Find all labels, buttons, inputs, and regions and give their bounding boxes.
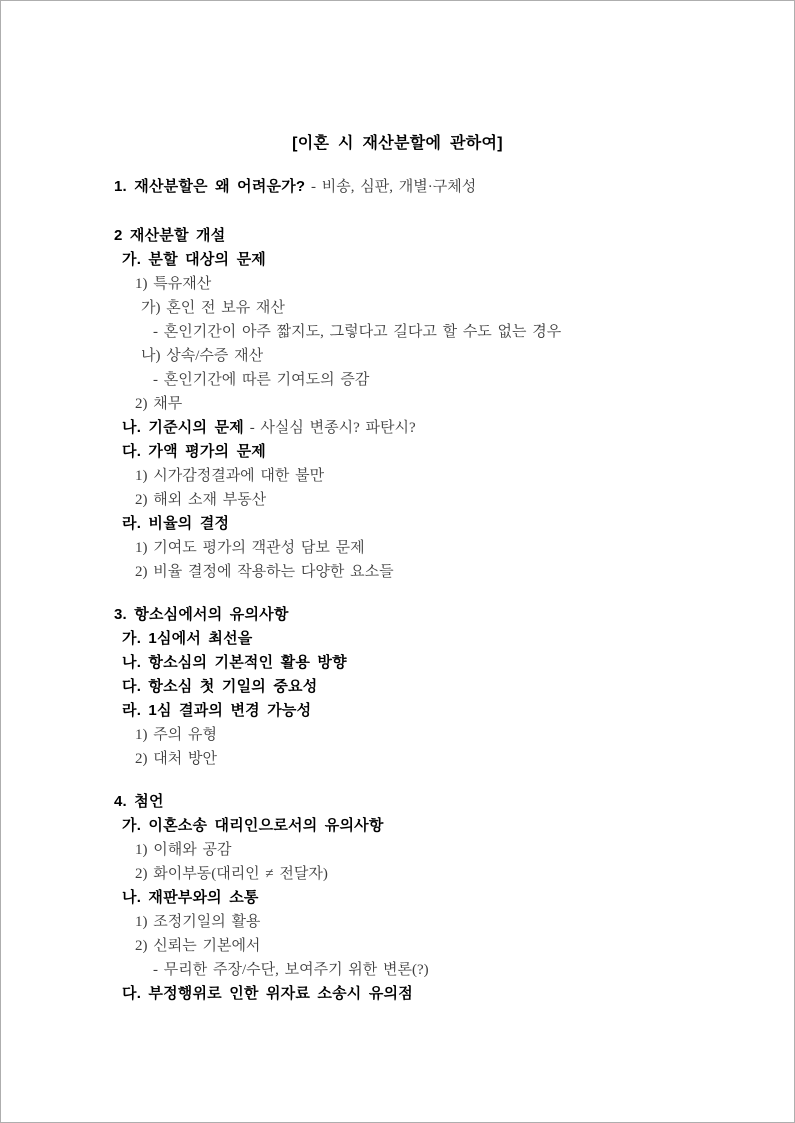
outline-item-text: 1) 기여도 평가의 객관성 담보 문제	[135, 540, 365, 556]
outline-heading-text: 나. 항소심의 기본적인 활용 방향	[122, 654, 347, 671]
outline-section	[1, 603, 794, 771]
outline-line	[1, 603, 794, 627]
outline-line	[1, 723, 794, 747]
outline-line	[1, 512, 794, 536]
outline-heading-text: 1. 재산분할은 왜 어려운가?	[114, 178, 306, 195]
outline-item-text: 2) 대처 방안	[135, 751, 217, 767]
outline-line	[1, 627, 794, 651]
outline-heading-text: 3. 항소심에서의 유의사항	[114, 606, 289, 623]
outline-item-text: 2) 비율 결정에 작용하는 다양한 요소들	[135, 564, 394, 580]
outline-line	[1, 488, 794, 512]
outline-item-text: 1) 시가감정결과에 대한 불만	[135, 468, 325, 484]
outline-line	[1, 464, 794, 488]
outline-heading-text: 다. 항소심 첫 기일의 중요성	[122, 678, 318, 695]
outline-item-text: 2) 해외 소재 부동산	[135, 492, 267, 508]
outline-item-text: 1) 주의 유형	[135, 727, 217, 743]
outline-heading-text: 가. 이혼소송 대리인으로서의 유의사항	[122, 817, 384, 834]
outline-line	[1, 272, 794, 296]
outline-line	[1, 862, 794, 886]
outline-item-text: 1) 이해와 공감	[135, 842, 232, 858]
outline-line	[1, 886, 794, 910]
outline-line	[1, 934, 794, 958]
outline-item-text: 2) 채무	[135, 396, 183, 412]
outline-line	[1, 747, 794, 771]
outline-line	[1, 982, 794, 1006]
outline-heading-text: 가. 분할 대상의 문제	[122, 251, 266, 268]
outline-item-text: 가) 혼인 전 보유 재산	[141, 300, 285, 316]
outline-item-suffix: - 사실심 변종시? 파탄시?	[243, 420, 416, 436]
outline-heading-text: 라. 비율의 결정	[122, 515, 230, 532]
outline-heading-text: 2 재산분할 개설	[114, 227, 226, 244]
outline-line	[1, 392, 794, 416]
document-body	[1, 175, 794, 1006]
outline-section	[1, 224, 794, 584]
outline-section	[1, 175, 794, 199]
outline-heading-text: 다. 부정행위로 인한 위자료 소송시 유의점	[122, 985, 413, 1002]
outline-heading-text: 가. 1심에서 최선을	[122, 630, 253, 647]
outline-item-text: 2) 신뢰는 기본에서	[135, 938, 261, 954]
outline-item-text: 나) 상속/수증 재산	[141, 348, 264, 364]
outline-heading-text: 다. 가액 평가의 문제	[122, 443, 266, 460]
outline-heading-text: 나. 기준시의 문제	[122, 419, 244, 436]
outline-line	[1, 536, 794, 560]
outline-line	[1, 368, 794, 392]
outline-item-suffix: - 비송, 심판, 개별·구체성	[305, 179, 477, 195]
outline-line	[1, 790, 794, 814]
outline-line	[1, 910, 794, 934]
outline-line	[1, 344, 794, 368]
outline-item-text: - 혼인기간이 아주 짧지도, 그렇다고 길다고 할 수도 없는 경우	[153, 324, 562, 340]
outline-line	[1, 224, 794, 248]
outline-line	[1, 416, 794, 440]
outline-heading-text: 4. 첨언	[114, 793, 164, 810]
outline-line	[1, 814, 794, 838]
outline-heading-text: 라. 1심 결과의 변경 가능성	[122, 702, 312, 719]
outline-line	[1, 958, 794, 982]
outline-line	[1, 248, 794, 272]
outline-heading-text: 나. 재판부와의 소통	[122, 889, 259, 906]
document-title: [이혼 시 재산분할에 관하여]	[292, 135, 503, 152]
outline-line	[1, 440, 794, 464]
outline-item-text: - 무리한 주장/수단, 보여주기 위한 변론(?)	[153, 962, 429, 978]
outline-item-text: - 혼인기간에 따른 기여도의 증감	[153, 372, 370, 388]
outline-item-text: 1) 조정기일의 활용	[135, 914, 261, 930]
outline-item-text: 2) 화이부동(대리인 ≠ 전달자)	[135, 866, 328, 882]
outline-line	[1, 699, 794, 723]
outline-line	[1, 296, 794, 320]
outline-line	[1, 320, 794, 344]
outline-item-text: 1) 특유재산	[135, 276, 212, 292]
outline-line	[1, 560, 794, 584]
outline-section	[1, 790, 794, 1006]
outline-line	[1, 675, 794, 699]
outline-line	[1, 175, 794, 199]
outline-line	[1, 838, 794, 862]
outline-line	[1, 651, 794, 675]
